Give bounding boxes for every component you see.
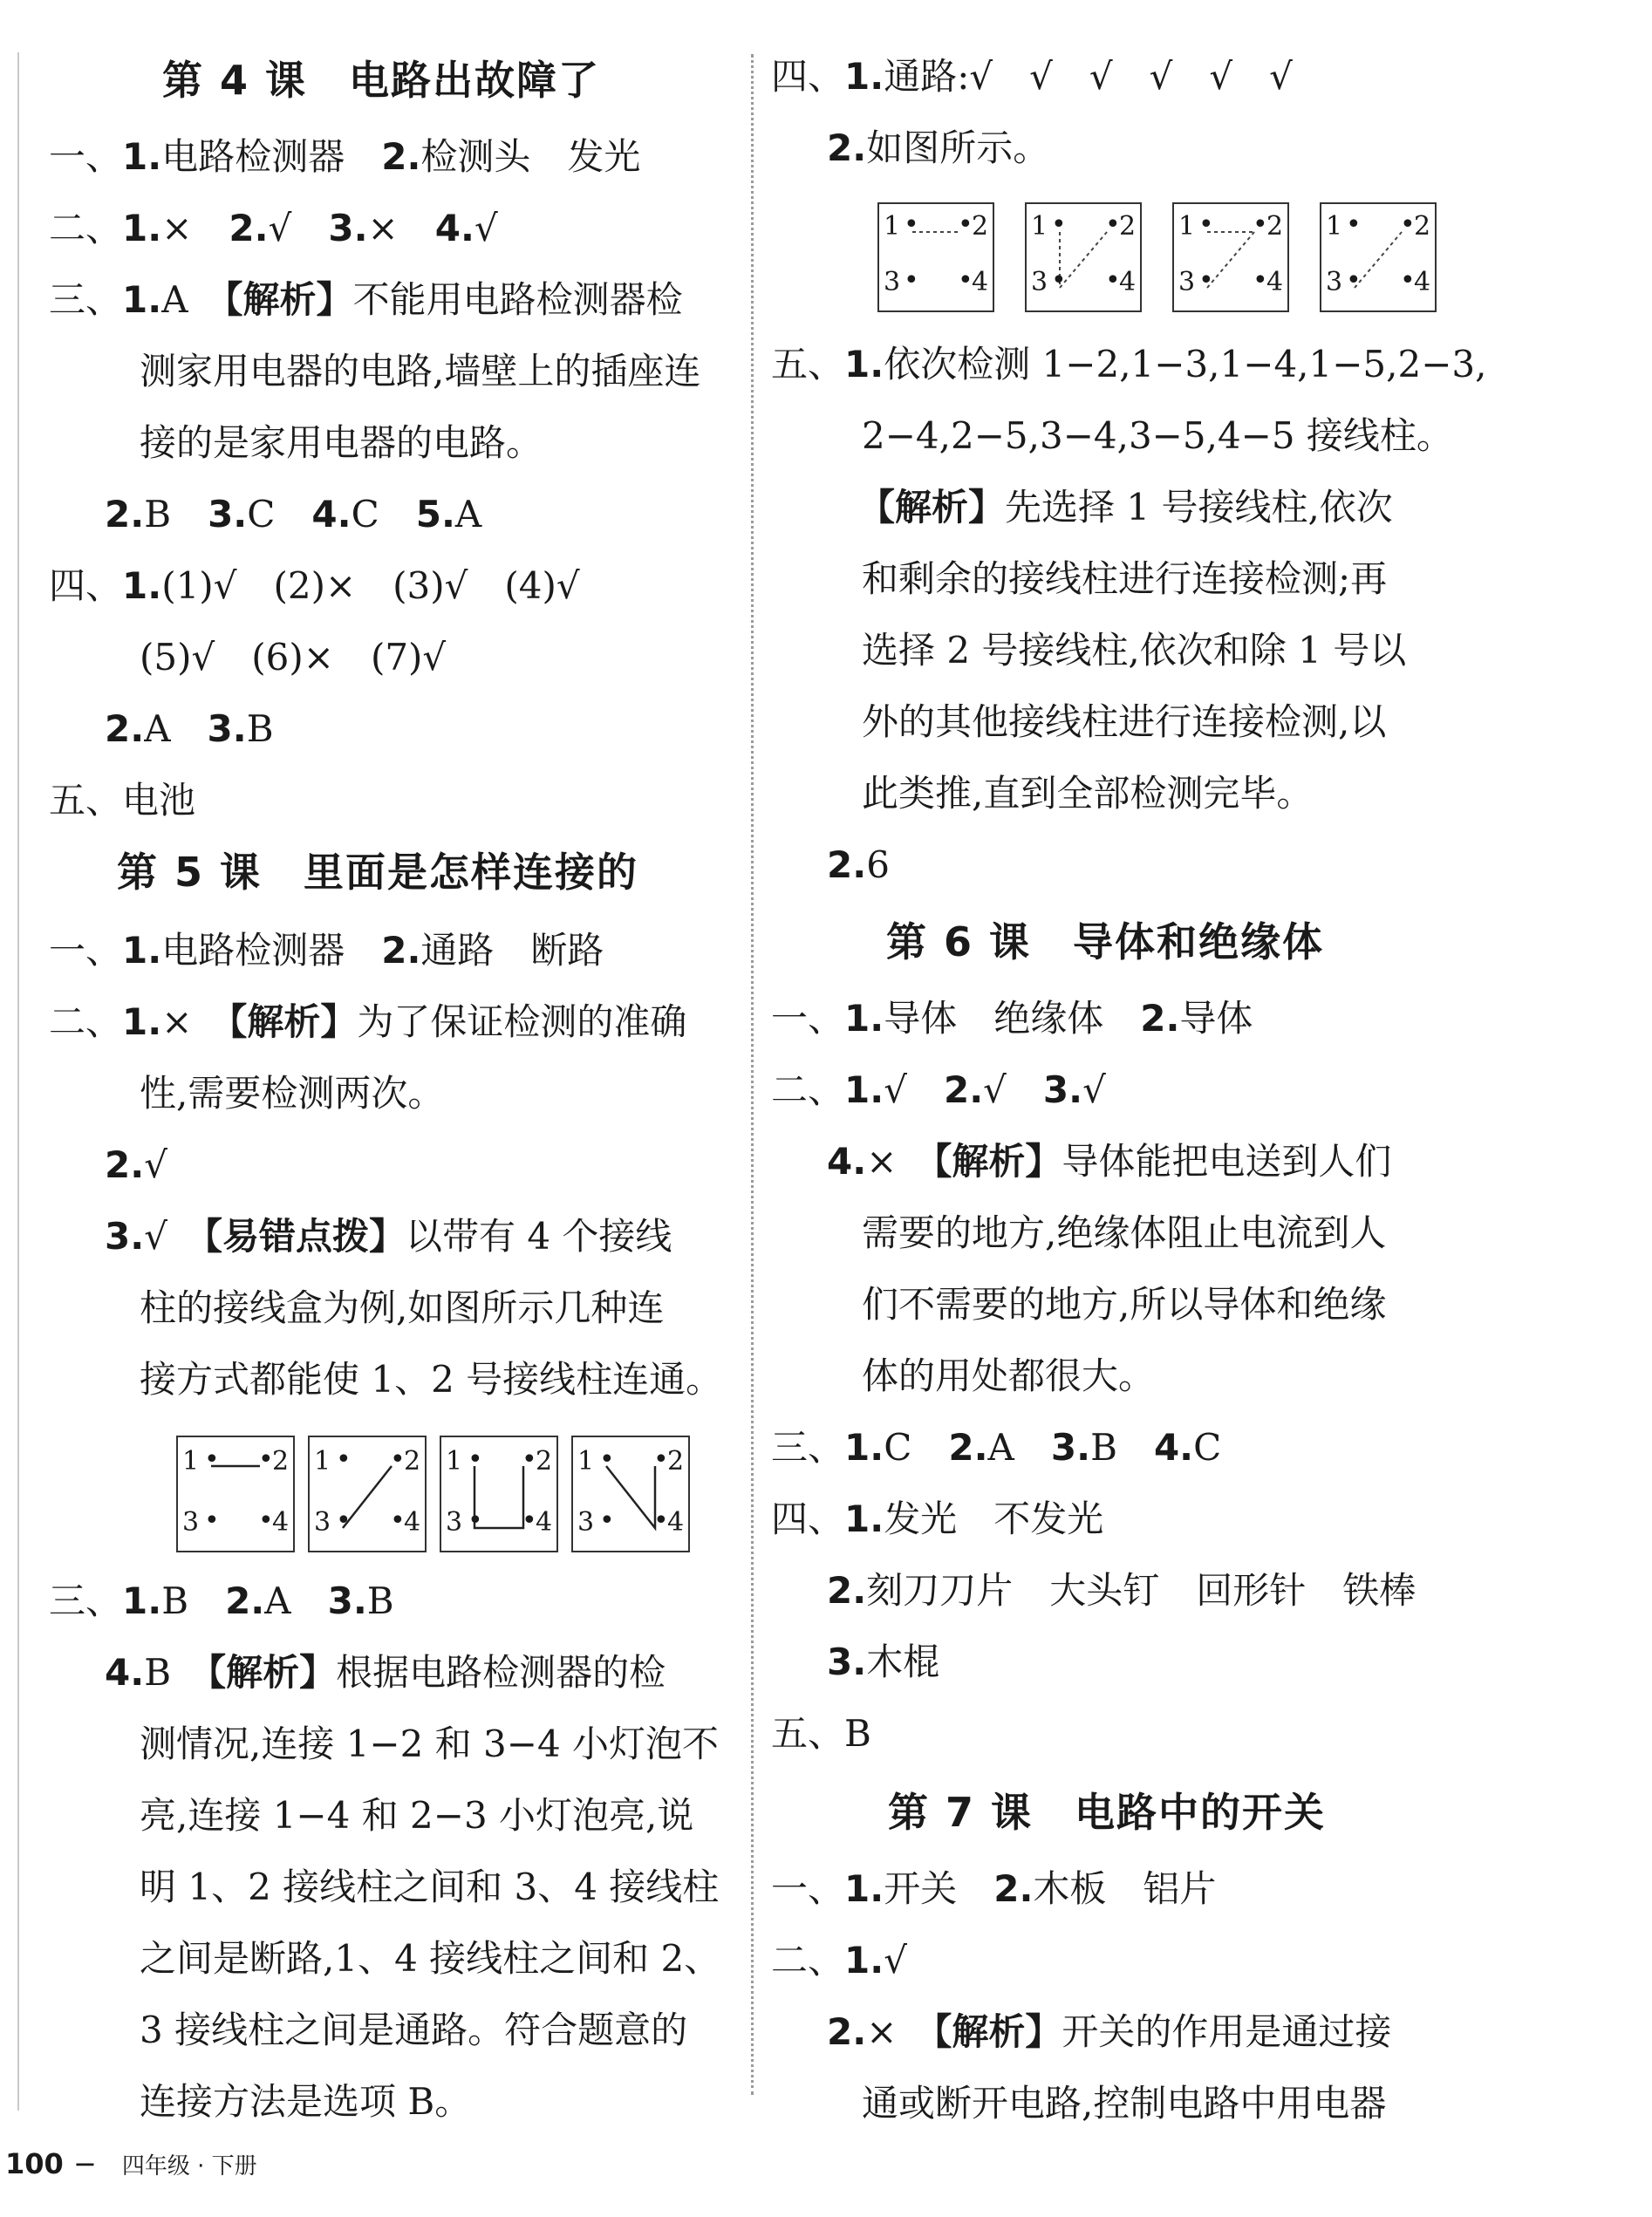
l6-q5-line: 五、B	[771, 1712, 871, 1755]
l6-q1-line: 一、1.导体 绝缘体 2.导体	[771, 997, 1253, 1040]
terminal-diagram-right-3: 1 • • 2 3 • • 4	[1172, 202, 1289, 312]
l5-q3-4-line-b: 测情况,连接 1−2 和 3−4 小灯泡不	[140, 1722, 720, 1765]
l5-q5-analysis-line: 【解析】先选择 1 号接线柱,依次	[858, 486, 1393, 529]
page-footer	[5, 2147, 257, 2180]
column-divider	[751, 54, 754, 2095]
l5-q5-line: 五、1.依次检测 1−2,1−3,1−4,1−5,2−3,	[771, 343, 1487, 385]
l6-q4-2-line: 2.刻刀刀片 大头钉 回形针 铁棒	[827, 1569, 1416, 1612]
l5-q2-line: 二、1.× 【解析】为了保证检测的准确	[49, 1000, 687, 1043]
l5-q5-line-f: 外的其他接线柱进行连接检测,以	[862, 700, 1387, 743]
lesson-6-title: 第 6 课 导体和绝缘体	[886, 918, 1325, 965]
l6-q2-4-line: 4.× 【解析】导体能把电送到人们	[827, 1140, 1392, 1183]
lesson-4-title: 第 4 课 电路出故障了	[162, 57, 601, 104]
l6-q2-4-line-b: 需要的地方,绝缘体阻止电流到人	[862, 1211, 1387, 1254]
l5-q4-line: 四、1.通路:√ √ √ √ √ √	[771, 55, 1293, 98]
l4-q1-line: 一、1.电路检测器 2.检测头 发光	[49, 135, 641, 178]
lesson-5-title: 第 5 课 里面是怎样连接的	[117, 849, 639, 896]
l7-q2-2-line-b: 通或断开电路,控制电路中用电器	[862, 2082, 1387, 2125]
terminal-diagram-left-1: 1 • • 2 3 • • 4	[176, 1436, 295, 1552]
l4-q4-line-b: (5)√ (6)× (7)√	[140, 636, 447, 679]
terminal-diagram-right-1: 1 • • 2 3 • • 4	[877, 202, 994, 312]
l5-q3-4-line-f: 3 接线柱之间是通路。符合题意的	[140, 2009, 688, 2051]
l5-q3-line: 三、1.B 2.A 3.B	[49, 1579, 394, 1622]
grade-label: 四年级 · 下册	[121, 2153, 257, 2179]
terminal-diagram-right-4: 1 • • 2 3 • • 4	[1320, 202, 1437, 312]
l4-q4-rest-line: 2.A 3.B	[105, 707, 274, 750]
l5-q5-2-line: 2.6	[827, 843, 890, 886]
l6-q4-line: 四、1.发光 不发光	[771, 1497, 1104, 1540]
l5-q5-line-e: 选择 2 号接线柱,依次和除 1 号以	[862, 629, 1407, 672]
l5-q2-3-line: 3.√ 【易错点拨】以带有 4 个接线	[105, 1215, 672, 1258]
l5-q2-3-line-b: 柱的接线盒为例,如图所示几种连	[140, 1286, 665, 1329]
l6-q2-line: 二、1.√ 2.√ 3.√	[771, 1068, 1106, 1111]
l5-q3-4-line-e: 之间是断路,1、4 接线柱之间和 2、	[140, 1937, 721, 1980]
page-number: 100	[5, 2147, 64, 2180]
l7-q2-line: 二、1.√	[771, 1939, 907, 1982]
l4-q3-line-b: 测家用电器的电路,墙壁上的插座连	[140, 350, 701, 392]
terminal-diagram-left-4: 1 • • 2 3 • • 4	[571, 1436, 690, 1552]
terminal-diagram-left-3: 1 • • 2 3 • • 4	[440, 1436, 558, 1552]
l5-q3-4-line-c: 亮,连接 1−4 和 2−3 小灯泡亮,说	[140, 1794, 694, 1837]
l4-q2-line: 二、1.× 2.√ 3.× 4.√	[49, 207, 498, 249]
l4-q3-rest-line: 2.B 3.C 4.C 5.A	[105, 493, 482, 535]
l5-q5-line-d: 和剩余的接线柱进行连接检测;再	[862, 557, 1388, 600]
terminal-diagram-left-2: 1 • • 2 3 • • 4	[308, 1436, 427, 1552]
l5-q2-3-line-c: 接方式都能使 1、2 号接线柱连通。	[140, 1358, 723, 1401]
l5-q5-line-g: 此类推,直到全部检测完毕。	[862, 772, 1314, 815]
l7-q2-2-line: 2.× 【解析】开关的作用是通过接	[827, 2010, 1392, 2053]
l5-q4-2-line: 2.如图所示。	[827, 126, 1050, 169]
l4-q3-line-c: 接的是家用电器的电路。	[140, 421, 543, 464]
lesson-7-title: 第 7 课 电路中的开关	[888, 1789, 1327, 1836]
l5-q5-line-b: 2−4,2−5,3−4,3−5,4−5 接线柱。	[862, 414, 1453, 457]
l6-q2-4-line-c: 们不需要的地方,所以导体和绝缘	[862, 1283, 1387, 1326]
l6-q4-3-line: 3.木棍	[827, 1641, 940, 1683]
l5-q2-line-b: 性,需要检测两次。	[140, 1072, 445, 1115]
l5-q3-4-line-g: 连接方法是选项 B。	[140, 2080, 472, 2123]
l6-q2-4-line-d: 体的用处都很大。	[862, 1354, 1156, 1397]
l4-q5-line: 五、电池	[49, 779, 196, 822]
l4-q4-line: 四、1.(1)√ (2)× (3)√ (4)√	[49, 564, 580, 607]
footer-dash: −	[72, 2147, 97, 2180]
l5-q1-line: 一、1.电路检测器 2.通路 断路	[49, 929, 604, 972]
terminal-diagram-right-2: 1 • • 2 3 • • 4	[1025, 202, 1142, 312]
l5-q3-4-line-d: 明 1、2 接线柱之间和 3、4 接线柱	[140, 1866, 720, 1908]
l5-q3-4-line: 4.B 【解析】根据电路检测器的检	[105, 1651, 666, 1694]
l5-q2-2-line: 2.√	[105, 1143, 167, 1186]
left-margin-rule	[17, 52, 19, 2111]
l7-q1-line: 一、1.开关 2.木板 铝片	[771, 1867, 1217, 1910]
l6-q3-line: 三、1.C 2.A 3.B 4.C	[771, 1426, 1222, 1469]
l4-q3-line: 三、1.A 【解析】不能用电路检测器检	[49, 278, 683, 321]
